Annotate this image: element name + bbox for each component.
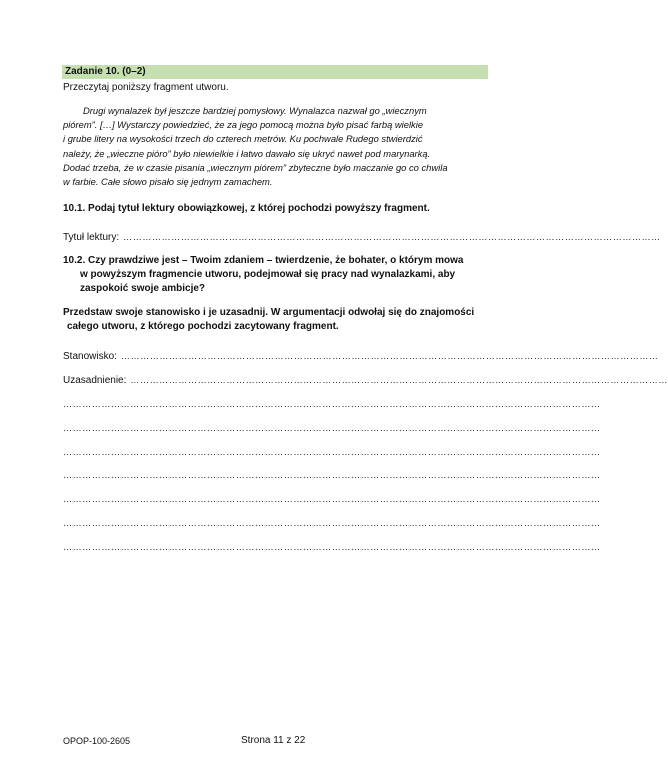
fragment-line: w farbie. Całe słowo pisało się jednym zamachem.: [63, 176, 273, 188]
answer-line[interactable]: ……………………………………………………………………………………………………………………………………………………: [63, 423, 601, 433]
question-10-1: 10.1. Podaj tytuł lektury obowiązkowej, z której pochodzi powyższy fragment.: [63, 203, 430, 214]
stance-instruction-line-2: całego utworu, z którego pochodzi zacytowany fragment.: [67, 321, 339, 332]
fragment-line: piórem”. […] Wystarczy powiedzieć, że za jego pomocą można było pisać farbą wielkie: [63, 119, 424, 131]
answer-dots: ……………………………………………………………………………………………………………………………………………………: [120, 351, 659, 361]
fragment-line: i grube litery na wysokości trzech do czterech metrów. Ku pochwale Rudego stwierdzić: [63, 133, 423, 145]
fragment-line: należy, że „wieczne pióro” było niewielkie i łatwo dawało się ukryć nawet pod marynarką.: [63, 147, 431, 159]
stance-instruction: [63, 306, 493, 334]
answer-line[interactable]: ……………………………………………………………………………………………………………………………………………………: [63, 542, 601, 552]
justification-answer-row[interactable]: [63, 374, 668, 387]
answer-line[interactable]: ……………………………………………………………………………………………………………………………………………………: [63, 399, 601, 409]
answer-line[interactable]: ……………………………………………………………………………………………………………………………………………………: [63, 494, 601, 504]
page-number: Strona 11 z 22: [241, 735, 306, 746]
task-instruction: Przeczytaj poniższy fragment utworu.: [63, 82, 229, 93]
answer-line[interactable]: ……………………………………………………………………………………………………………………………………………………: [63, 518, 601, 528]
literary-fragment: [63, 104, 493, 189]
stance-answer-row[interactable]: [63, 350, 659, 363]
question-10-2: [63, 254, 488, 296]
justification-label: Uzasadnienie:: [63, 375, 127, 386]
answer-dots: ……………………………………………………………………………………………………………………………………………………: [123, 232, 661, 242]
question-10-2-line-1: 10.2. Czy prawdziwe jest – Twoim zdaniem – twierdzenie, że bohater, o którym mowa: [63, 255, 464, 266]
stance-label: Stanowisko:: [63, 351, 117, 362]
answer-dots: ……………………………………………………………………………………………………………………………………………………: [130, 375, 668, 385]
fragment-line: Dodać trzeba, że w czasie pisania „wiecznym piórem” zbyteczne było maczanie go co chwila: [63, 161, 448, 173]
question-10-2-line-2: w powyższym fragmencie utworu, podejmował się pracy nad wynalazkami, aby: [80, 269, 456, 280]
answer-line[interactable]: ……………………………………………………………………………………………………………………………………………………: [63, 470, 601, 480]
title-answer-label: Tytuł lektury:: [63, 232, 120, 243]
question-10-2-line-3: zaspokoić swoje ambicje?: [80, 283, 206, 294]
task-title: Zadanie 10. (0–2): [65, 66, 146, 77]
exam-code: OPOP-100-2605: [63, 736, 131, 746]
stance-instruction-line-1: Przedstaw swoje stanowisko i je uzasadnij. W argumentacji odwołaj się do znajomości: [63, 307, 475, 318]
answer-line[interactable]: ……………………………………………………………………………………………………………………………………………………: [63, 447, 601, 457]
title-answer-row[interactable]: [63, 231, 661, 244]
fragment-line: Drugi wynalazek był jeszcze bardziej pomysłowy. Wynalazca nazwał go „wiecznym: [83, 105, 427, 116]
